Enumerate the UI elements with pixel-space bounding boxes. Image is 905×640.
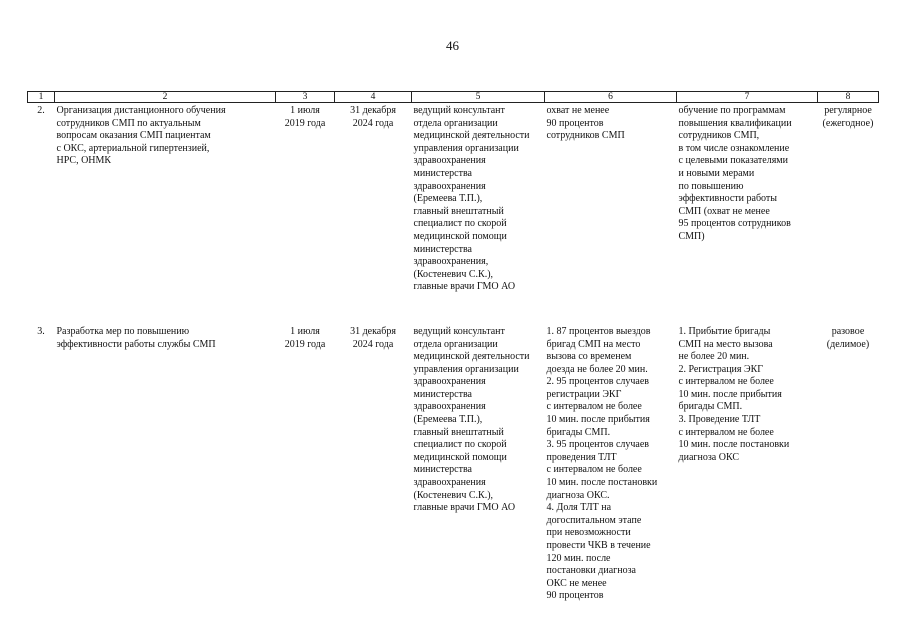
table-row <box>28 103 879 324</box>
column-number: 8 <box>818 92 879 103</box>
measures-table <box>27 91 879 633</box>
column-number: 2 <box>55 92 276 103</box>
row-number: 3. <box>37 325 45 337</box>
indicator: 1. 87 процентов выездов бригад СМП на место вызова со временем доезда не более 20 мин. 2. 95 процентов случаев регистрации ЭКГ с интервалом не более 10 мин. после прибытия бригады СМП. 3. 95 процентов случаев проведения ТЛТ с интервалом не более 10 мин. после постановки диагноза ОКС. 4. Доля ТЛТ на догоспитальном этапе при невозможности провести ЧКВ в течение 120 мин. после постановки диагноза ОКС не менее 90 процентов <box>546 325 658 602</box>
result: обучение по программам повышения квалификации сотрудников СМП, в том числе ознакомление с целевыми показателями и новыми мерами по повышению эффективности работы СМП (охват не менее 95 процентов сотрудников СМП) <box>678 105 792 242</box>
event-type: регулярное (ежегодное) <box>822 105 874 129</box>
event-name: Организация дистанционного обучения сотрудников СМП по актуальным вопросам оказания СМП пациентам с ОКС, артериальной гипертензией, НРС, ОНМК <box>56 105 226 167</box>
responsible: ведущий консультант отдела организации медицинской деятельности управления организации здравоохранения министерства здравоохранения (Еремеева Т.П.), главный внештатный специалист по скорой медицинской помощи министерства здравоохранения, (Костеневич С.К.), главные врачи ГМО АО <box>413 105 530 293</box>
table-row <box>28 324 879 633</box>
column-number: 3 <box>276 92 335 103</box>
column-number-row <box>28 92 879 103</box>
column-number: 7 <box>677 92 818 103</box>
page-number: 46 <box>446 38 459 53</box>
start-date: 1 июля 2019 года <box>284 105 326 129</box>
end-date: 31 декабря 2024 года <box>350 105 396 129</box>
event-type: разовое (делимое) <box>826 325 870 350</box>
indicator: охват не менее 90 процентов сотрудников СМП <box>546 105 625 142</box>
end-date: 31 декабря 2024 года <box>350 325 396 350</box>
start-date: 1 июля 2019 года <box>284 325 326 350</box>
responsible: ведущий консультант отдела организации медицинской деятельности управления организации здравоохранения министерства здравоохранения (Еремеева Т.П.), главный внештатный специалист по скорой медицинской помощи министерства здравоохранения (Костеневич С.К.), главные врачи ГМО АО <box>413 325 530 514</box>
result: 1. Прибытие бригады СМП на место вызова не более 20 мин. 2. Регистрация ЭКГ с интервалом не более 10 мин. после прибытия бригады СМП. 3. Проведение ТЛТ с интервалом не более 10 мин. после постановки диагноза ОКС <box>678 325 790 463</box>
column-number: 1 <box>28 92 55 103</box>
event-name: Разработка мер по повышению эффективности работы службы СМП <box>56 325 216 350</box>
column-number: 6 <box>545 92 677 103</box>
row-number: 2. <box>37 105 45 116</box>
column-number: 4 <box>335 92 412 103</box>
column-number: 5 <box>412 92 545 103</box>
